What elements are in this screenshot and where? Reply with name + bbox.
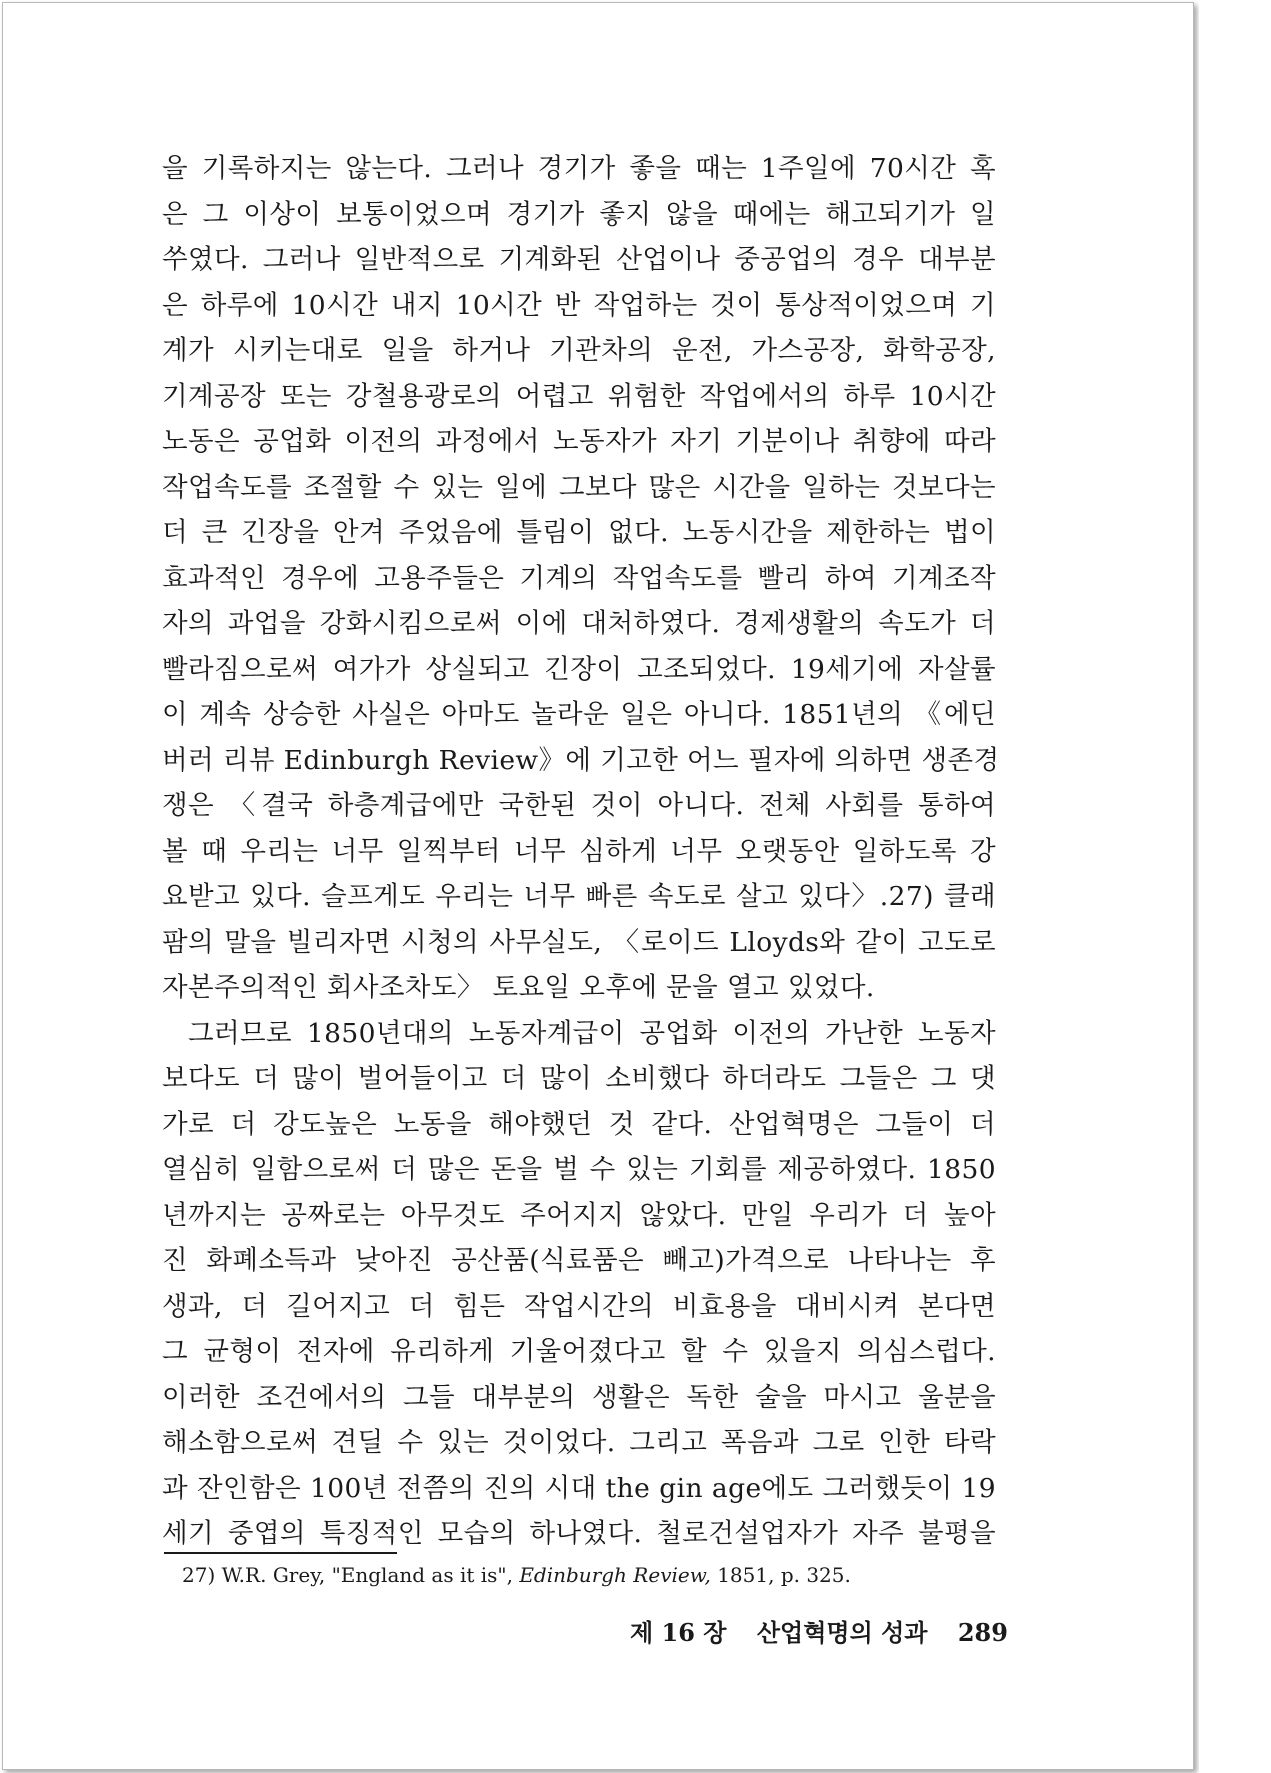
- text-line: 자의 과업을 강화시킴으로써 이에 대처하였다. 경제생활의 속도가 더: [162, 608, 996, 639]
- footer-chapter: 제 16 장: [630, 1618, 727, 1647]
- footnote: [182, 1560, 851, 1590]
- text-line: 가로 더 강도높은 노동을 해야했던 것 같다. 산업혁명은 그들이 더: [162, 1108, 996, 1140]
- text-line: 쑤였다. 그러나 일반적으로 기계화된 산업이나 중공업의 경우 대부분: [162, 244, 996, 275]
- text-line: 은 하루에 10시간 내지 10시간 반 작업하는 것이 통상적이었으며 기: [162, 289, 996, 321]
- footnote-title: "England as it is",: [331, 1563, 513, 1587]
- paragraph-start-line: 그러므로 1850년대의 노동자계급이 공업화 이전의 가난한 노동자: [188, 1017, 996, 1049]
- running-footer: [630, 1613, 1008, 1653]
- text-line: 세기 중엽의 특징적인 모습의 하나였다. 철로건설업자가 자주 불평을: [162, 1518, 996, 1549]
- text-line: 해소함으로써 견딜 수 있는 것이었다. 그리고 폭음과 그로 인한 타락: [162, 1427, 996, 1458]
- text-line: 그 균형이 전자에 유리하게 기울어졌다고 할 수 있을지 의심스럽다.: [162, 1336, 996, 1367]
- text-line: 볼 때 우리는 너무 일찍부터 너무 심하게 너무 오랫동안 일하도록 강: [162, 835, 996, 867]
- viewer-margin: [1199, 0, 1271, 1773]
- text-line: 쟁은 〈결국 하층계급에만 국한된 것이 아니다. 전체 사회를 통하여: [162, 790, 996, 821]
- text-line: 을 기록하지는 않는다. 그러나 경기가 좋을 때는 1주일에 70시간 혹: [162, 153, 996, 184]
- text-line: 열심히 일함으로써 더 많은 돈을 벌 수 있는 기회를 제공하였다. 1850: [162, 1154, 996, 1185]
- text-line: 요받고 있다. 슬프게도 우리는 너무 빠른 속도로 살고 있다〉.27) 클래: [162, 881, 996, 912]
- footer-title: 산업혁명의 성과: [756, 1618, 928, 1647]
- text-line: 계가 시키는대로 일을 하거나 기관차의 운전, 가스공장, 화학공장,: [162, 335, 996, 366]
- text-line: 생과, 더 길어지고 더 힘든 작업시간의 비효용을 대비시켜 본다면: [162, 1290, 996, 1322]
- text-line: 버러 리뷰 Edinburgh Review》에 기고한 어느 필자에 의하면 생존경: [162, 744, 1000, 776]
- footnote-pages: p. 325.: [780, 1563, 851, 1587]
- text-line: 은 그 이상이 보통이었으며 경기가 좋지 않을 때에는 해고되기가 일: [162, 198, 996, 230]
- text-line: 보다도 더 많이 벌어들이고 더 많이 소비했다 하더라도 그들은 그 댓: [162, 1063, 996, 1094]
- text-line: 작업속도를 조절할 수 있는 일에 그보다 많은 시간을 일하는 것보다는: [162, 471, 996, 503]
- text-line: 더 큰 긴장을 안겨 주었음에 틀림이 없다. 노동시간을 제한하는 법이: [162, 517, 996, 548]
- text-line: 노동은 공업화 이전의 과정에서 노동자가 자기 기분이나 취향에 따라: [162, 426, 996, 457]
- text-line: 과 잔인함은 100년 전쯤의 진의 시대 the gin age에도 그러했듯이 19: [162, 1472, 996, 1504]
- text-line: 년까지는 공짜로는 아무것도 주어지지 않았다. 만일 우리가 더 높아: [162, 1199, 996, 1231]
- footnote-journal: Edinburgh Review,: [519, 1563, 711, 1587]
- text-line: 효과적인 경우에 고용주들은 기계의 작업속도를 빨리 하여 기계조작: [162, 562, 996, 594]
- body-text: [162, 146, 1000, 1557]
- footnote-author: W.R. Grey,: [221, 1563, 326, 1587]
- text-line: 기계공장 또는 강철용광로의 어렵고 위험한 작업에서의 하루 10시간: [162, 380, 996, 412]
- text-line: 이러한 조건에서의 그들 대부분의 생활은 독한 술을 마시고 울분을: [162, 1381, 996, 1413]
- text-line: 빨라짐으로써 여가가 상실되고 긴장이 고조되었다. 19세기에 자살률: [162, 653, 996, 685]
- text-line: 자본주의적인 회사조차도〉 토요일 오후에 문을 열고 있었다.: [162, 972, 875, 1003]
- footnote-number: 27): [182, 1563, 216, 1587]
- text-line: 이 계속 상승한 사실은 아마도 놀라운 일은 아니다. 1851년의 《에딘: [162, 699, 996, 730]
- footnote-year: 1851,: [717, 1563, 775, 1587]
- text-line: 팜의 말을 빌리자면 시청의 사무실도, 〈로이드 Lloyds와 같이 고도로: [162, 926, 996, 958]
- footnote-divider: [164, 1552, 397, 1554]
- page-number: 289: [957, 1618, 1008, 1647]
- text-line: 진 화폐소득과 낮아진 공산품(식료품은 빼고)가격으로 나타나는 후: [162, 1245, 996, 1276]
